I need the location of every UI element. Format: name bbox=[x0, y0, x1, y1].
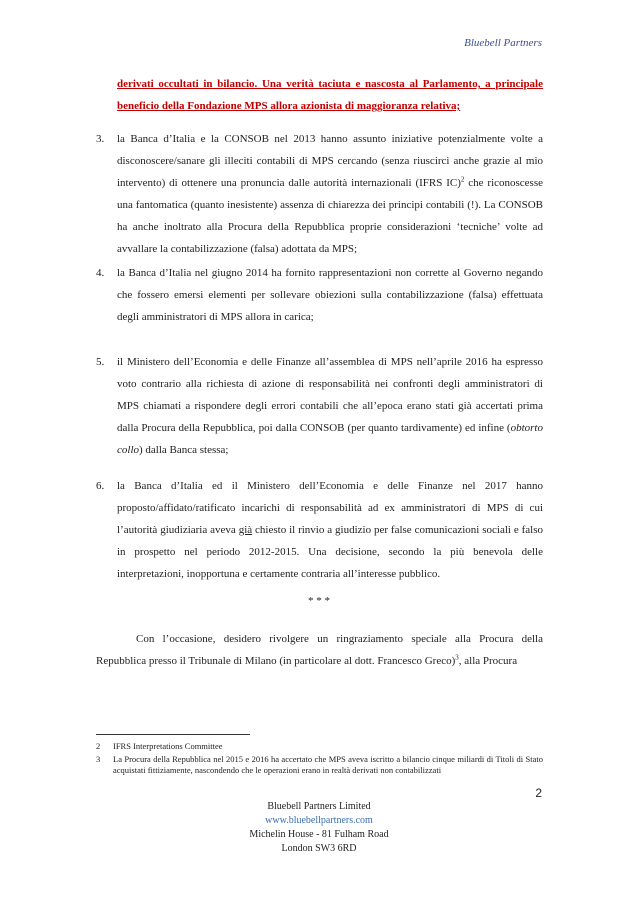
intro-paragraph: derivati occultati in bilancio. Una verità taciuta e nascosta al Parlamento, a principale beneficio della Fondazione MPS allora azionista di maggioranza relativa; bbox=[117, 78, 543, 112]
page-header-brand: Bluebell Partners bbox=[464, 37, 542, 49]
page-number: 2 bbox=[535, 786, 542, 800]
footnote-2 bbox=[96, 741, 543, 752]
footnote-3 bbox=[96, 754, 543, 776]
footnote-text: La Procura della Repubblica nel 2015 e 2016 ha accertato che MPS aveva iscritto a bilancio cinque miliardi di Titoli di Stato acquistati fittiziamente, nascondendo che le operazioni erano in realtà derivati non contabilizzati bbox=[113, 754, 543, 775]
footnote-number: 3 bbox=[96, 754, 101, 764]
list-item-number: 6. bbox=[96, 480, 105, 492]
footer-address-line2: London SW3 6RD bbox=[281, 843, 357, 854]
list-item-number: 3. bbox=[96, 133, 105, 145]
list-item-text: il Ministero dell’Economia e delle Finanze all’assemblea di MPS nell’aprile 2016 ha espresso voto contrario alla richiesta di azione di responsabilità nei confronti degli amministratori di MPS chiamati a rispondere degli errori contabili che all’epoca erano stati già accertati prima dalla Procura della Repubblica, poi dalla CONSOB (per quanto tardivamente) ed infine (obtorto collo) dalla Banca stessa; bbox=[117, 356, 543, 456]
list-item-6 bbox=[96, 475, 543, 585]
section-separator: * * * bbox=[308, 595, 330, 607]
list-item-text: la Banca d’Italia nel giugno 2014 ha fornito rappresentazioni non corrette al Governo negando che fossero emersi elementi per sollevare obiezioni sulla contabilizzazione (falsa) effettuata degli amministratori di MPS allora in carica; bbox=[117, 267, 543, 323]
list-item-4 bbox=[96, 262, 543, 328]
list-item-text: la Banca d’Italia e la CONSOB nel 2013 hanno assunto iniziative potenzialmente volte a disconoscere/sanare gli illeciti contabili di MPS cercando (senza riuscirci anche grazie al mio intervento) di ottenere una pronuncia dalle autorità internazionali (IFRS IC)$^2$ che riconoscesse una fantomatica (quanto inesistente) assenza di chiarezza dei principi contabili (!). La CONSOB ha anche inoltrato alla Procura della Repubblica proprie considerazioni ‘tecniche’ volte ad avvallare la contabilizzazione (falsa) adottata da MPS; bbox=[117, 133, 543, 255]
footer-company: Bluebell Partners Limited bbox=[267, 801, 371, 812]
footnote-divider bbox=[96, 734, 250, 735]
list-item-text: la Banca d’Italia ed il Ministero dell’Economia e delle Finanze nel 2017 hanno proposto/affidato/ratificato incarichi di responsabilità ad ex amministratori di MPS di cui l’autorità giudiziaria aveva già chiesto il rinvio a giudizio per false comunicazioni sociali e falso in prospetto nel periodo 2012-2015. Una decisione, secondo la più benevola delle interpretazioni, inopportuna e certamente contraria all’interesse pubblico. bbox=[117, 480, 543, 580]
footnote-number: 2 bbox=[96, 741, 101, 751]
footnote-text: IFRS Interpretations Committee bbox=[113, 741, 223, 751]
footnote-ref-3[interactable]: 3 bbox=[455, 653, 459, 662]
footer-address-line1: Michelin House - 81 Fulham Road bbox=[249, 829, 389, 840]
list-item-3 bbox=[96, 128, 543, 260]
footnote-ref-2[interactable]: 2 bbox=[460, 175, 465, 184]
page-footer bbox=[0, 800, 638, 856]
list-item-5 bbox=[96, 351, 543, 461]
closing-paragraph: Con l’occasione, desidero rivolgere un ringraziamento speciale alla Procura della Repubblica presso il Tribunale di Milano (in particolare al dott. Francesco Greco)$^3$, alla Procura bbox=[96, 633, 543, 667]
list-item-number: 5. bbox=[96, 356, 105, 368]
footer-website-link[interactable]: www.bluebellpartners.com bbox=[265, 815, 373, 826]
list-item-number: 4. bbox=[96, 267, 105, 279]
